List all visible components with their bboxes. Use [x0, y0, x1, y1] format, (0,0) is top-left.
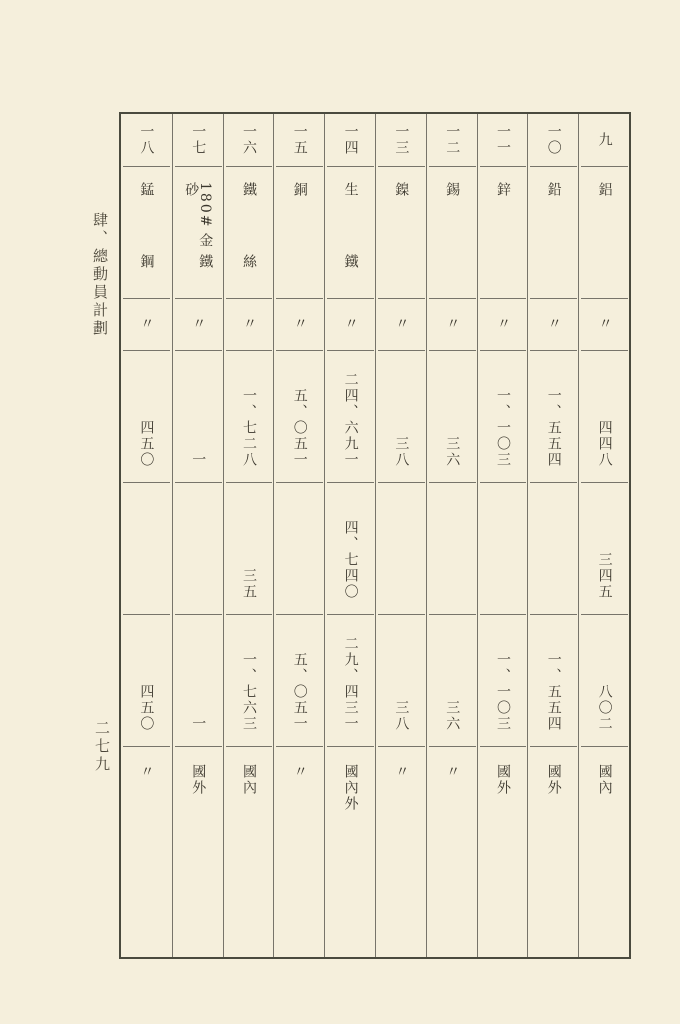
cell-amount-text: 三六 — [444, 436, 461, 468]
cell-source-text: 國外 — [190, 764, 207, 796]
cell-source — [478, 746, 529, 957]
cell-no — [528, 114, 579, 166]
cell-source — [173, 746, 224, 957]
cell-source-text: 〃 — [393, 764, 410, 780]
cell-source-text: 國外 — [545, 764, 562, 796]
cell-name — [376, 166, 427, 298]
cell-no-text: 一二 — [444, 124, 461, 156]
cell-name-text: 鎳 — [393, 182, 410, 198]
cell-unit-text: 〃 — [190, 316, 207, 332]
page-number: 二七九 — [93, 720, 111, 774]
cell-amount — [427, 350, 478, 482]
cell-unit — [376, 298, 427, 350]
cell-amount — [224, 350, 275, 482]
cell-unit — [325, 298, 376, 350]
cell-extra — [173, 482, 224, 614]
cell-unit — [173, 298, 224, 350]
cell-name — [224, 166, 275, 298]
cell-amount — [325, 350, 376, 482]
cell-total — [427, 614, 478, 746]
cell-total — [224, 614, 275, 746]
cell-no-text: 一八 — [138, 124, 155, 156]
cell-no-text: 一七 — [190, 124, 207, 156]
cell-total — [325, 614, 376, 746]
cell-extra — [274, 482, 325, 614]
cell-source-text: 〃 — [138, 764, 155, 780]
cell-total — [376, 614, 427, 746]
cell-total-text: 三八 — [393, 700, 410, 732]
cell-name — [173, 166, 224, 298]
cell-extra — [325, 482, 376, 614]
cell-name-text: 鉛 — [545, 182, 562, 198]
cell-extra-text: 三四五 — [596, 552, 613, 600]
cell-unit-text: 〃 — [444, 316, 461, 332]
cell-no — [121, 114, 172, 166]
cell-no — [427, 114, 478, 166]
cell-amount-text: 一、五五四 — [545, 388, 562, 468]
cell-amount — [274, 350, 325, 482]
cell-extra-text: 三五 — [240, 568, 257, 600]
table-column — [324, 114, 376, 957]
cell-name — [427, 166, 478, 298]
cell-amount-text: 四五〇 — [138, 420, 155, 468]
cell-amount — [579, 350, 630, 482]
cell-source-text: 〃 — [291, 764, 308, 780]
cell-extra — [478, 482, 529, 614]
cell-total-text: 五、〇五一 — [291, 652, 308, 732]
cell-extra — [224, 482, 275, 614]
cell-total — [579, 614, 630, 746]
cell-total-text: 八〇二 — [596, 684, 613, 732]
cell-source — [528, 746, 579, 957]
table-column — [223, 114, 275, 957]
cell-extra — [121, 482, 172, 614]
cell-amount-text: 一、一〇三 — [494, 388, 511, 468]
cell-total — [121, 614, 172, 746]
cell-no-text: 九 — [596, 132, 613, 148]
cell-amount-text: 一 — [190, 452, 207, 468]
table-column — [527, 114, 579, 957]
cell-extra — [528, 482, 579, 614]
cell-total-text: 一、五五四 — [545, 652, 562, 732]
cell-source-text: 國內 — [240, 764, 257, 796]
cell-unit-text: 〃 — [494, 316, 511, 332]
cell-total — [173, 614, 224, 746]
cell-no — [579, 114, 630, 166]
cell-amount — [478, 350, 529, 482]
cell-source — [427, 746, 478, 957]
cell-amount-text: 四四八 — [596, 420, 613, 468]
cell-extra-text: 四、七四〇 — [342, 520, 359, 600]
table-column — [477, 114, 529, 957]
cell-unit-text: 〃 — [240, 316, 257, 332]
cell-no-text: 一六 — [240, 124, 257, 156]
cell-name — [274, 166, 325, 298]
table-column — [375, 114, 427, 957]
cell-name-text: 錳 鋼 — [138, 182, 155, 270]
cell-name-text: 鋁 — [596, 182, 613, 198]
cell-amount-text: 一、七二八 — [240, 388, 257, 468]
cell-amount — [173, 350, 224, 482]
cell-unit — [121, 298, 172, 350]
cell-no-text: 一一 — [494, 124, 511, 156]
cell-total-text: 一、一〇三 — [494, 652, 511, 732]
cell-unit — [427, 298, 478, 350]
cell-amount — [528, 350, 579, 482]
cell-no-text: 一五 — [291, 124, 308, 156]
table-column — [121, 114, 172, 957]
cell-no-text: 一三 — [393, 124, 410, 156]
cell-total — [274, 614, 325, 746]
cell-no — [173, 114, 224, 166]
table-column — [578, 114, 630, 957]
cell-no — [224, 114, 275, 166]
cell-source-text: 〃 — [444, 764, 461, 780]
cell-total-text: 四五〇 — [138, 684, 155, 732]
cell-no — [478, 114, 529, 166]
table-column — [172, 114, 224, 957]
cell-name-text: 銅 — [291, 182, 308, 198]
cell-name-text: 鐵 絲 — [240, 182, 257, 270]
cell-no-text: 一〇 — [545, 124, 562, 156]
materials-table — [119, 112, 631, 959]
cell-total — [528, 614, 579, 746]
cell-unit-text: 〃 — [393, 316, 410, 332]
cell-amount — [376, 350, 427, 482]
table-column — [426, 114, 478, 957]
cell-source — [325, 746, 376, 957]
cell-total — [478, 614, 529, 746]
cell-unit-text: 〃 — [342, 316, 359, 332]
cell-unit-text: 〃 — [291, 316, 308, 332]
cell-total-text: 一 — [190, 716, 207, 732]
cell-amount — [121, 350, 172, 482]
cell-unit-text: 〃 — [596, 316, 613, 332]
cell-source — [224, 746, 275, 957]
cell-unit-text: 〃 — [138, 316, 155, 332]
table-column — [273, 114, 325, 957]
cell-total-text: 二九、四三一 — [342, 636, 359, 732]
cell-extra — [427, 482, 478, 614]
cell-name — [121, 166, 172, 298]
cell-source — [579, 746, 630, 957]
cell-name-text: 生 鐵 — [342, 182, 359, 270]
cell-no-text: 一四 — [342, 124, 359, 156]
cell-unit — [274, 298, 325, 350]
cell-no — [376, 114, 427, 166]
cell-source — [274, 746, 325, 957]
cell-name-text: 鋅 — [494, 182, 511, 198]
cell-source-text: 國內外 — [342, 764, 359, 812]
cell-name-text: 180#金鐵砂 — [183, 182, 214, 270]
cell-unit — [224, 298, 275, 350]
cell-name — [325, 166, 376, 298]
cell-source-text: 國內 — [596, 764, 613, 796]
cell-name-text: 錫 — [444, 182, 461, 198]
cell-no — [325, 114, 376, 166]
cell-total-text: 一、七六三 — [240, 652, 257, 732]
cell-unit — [478, 298, 529, 350]
side-section-title: 肆、總動員計劃 — [91, 212, 109, 338]
cell-source — [376, 746, 427, 957]
cell-name — [528, 166, 579, 298]
cell-unit — [579, 298, 630, 350]
cell-amount-text: 五、〇五一 — [291, 388, 308, 468]
cell-unit-text: 〃 — [545, 316, 562, 332]
cell-source — [121, 746, 172, 957]
cell-name — [579, 166, 630, 298]
cell-amount-text: 二四、六九一 — [342, 372, 359, 468]
cell-no — [274, 114, 325, 166]
cell-source-text: 國外 — [494, 764, 511, 796]
cell-extra — [579, 482, 630, 614]
cell-total-text: 三六 — [444, 700, 461, 732]
cell-name — [478, 166, 529, 298]
cell-amount-text: 三八 — [393, 436, 410, 468]
cell-extra — [376, 482, 427, 614]
cell-unit — [528, 298, 579, 350]
